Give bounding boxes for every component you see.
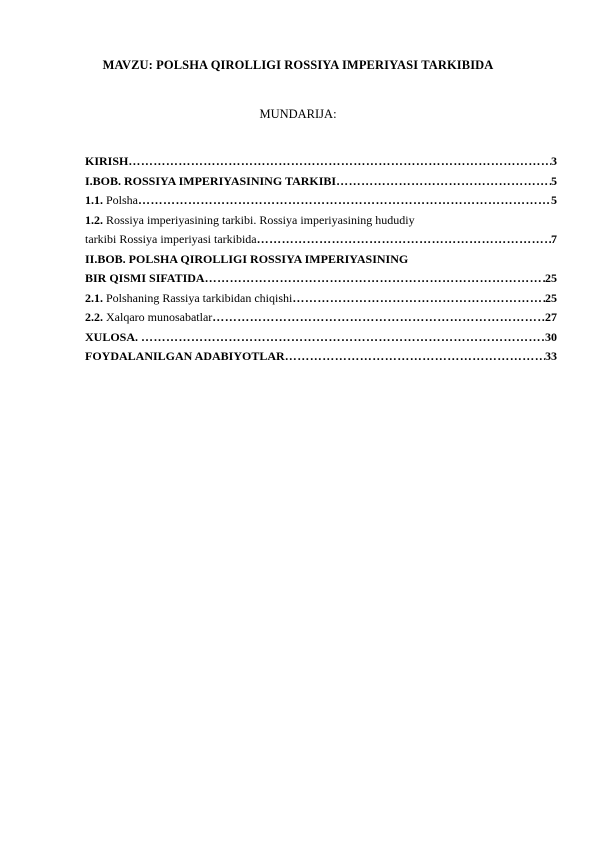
toc-section-number: 2.1. (85, 290, 103, 305)
toc-page-number: 27 (545, 310, 557, 324)
toc-dot-leader (285, 347, 545, 367)
toc-entry-1-1 (85, 191, 557, 211)
toc-page-number: 33 (545, 349, 557, 363)
toc-entry-label: KIRISH (85, 154, 129, 168)
toc-page-number: 3 (551, 154, 557, 168)
toc-section-number: 1.2. (85, 212, 103, 227)
document-title: MAVZU: POLSHA QIROLLIGI ROSSIYA IMPERIYASI TARKIBIDA (102, 58, 494, 72)
toc-dot-leader (292, 289, 545, 309)
toc-page-number: 30 (545, 329, 557, 344)
toc-entry-label: II.BOB. POLSHA QIROLLIGI ROSSIYA IMPERIYASINING (85, 251, 409, 266)
table-of-contents (85, 152, 557, 367)
toc-entry-1-2-line2 (85, 230, 557, 250)
toc-section-number: 2.2. (85, 310, 103, 324)
toc-entry-label: Polshaning Rassiya tarkibidan chiqishi (103, 290, 293, 305)
toc-entry-label: I.BOB. ROSSIYA IMPERIYASINING TARKIBI (85, 173, 337, 188)
toc-entry-xulosa (85, 328, 557, 348)
toc-entry-label: Xalqaro munosabatlar (103, 310, 213, 324)
toc-entry-label: FOYDALANILGAN ADABIYOTLAR (85, 349, 285, 363)
toc-dot-leader (128, 152, 551, 172)
toc-entry-2-2 (85, 308, 557, 328)
toc-entry-label: Rossiya imperiyasining tarkibi. Rossiya imperiyasining hududiy (103, 212, 415, 227)
toc-entry-kirish (85, 152, 557, 172)
toc-entry-bob2-line2 (85, 269, 557, 289)
toc-entry-bob2-line1 (85, 250, 557, 270)
toc-page-number: 5 (551, 173, 557, 188)
toc-dot-leader (212, 308, 545, 328)
contents-heading: MUNDARIJA: (259, 107, 337, 121)
toc-entry-label: Polsha (103, 193, 139, 207)
toc-entry-adabiyotlar (85, 347, 557, 367)
toc-page-number: 25 (545, 290, 557, 305)
toc-dot-leader (138, 191, 551, 211)
toc-page-number: 5 (551, 193, 557, 207)
toc-page-number: 25 (545, 271, 557, 285)
toc-entry-1-2-line1 (85, 211, 557, 231)
toc-section-number: 1.1. (85, 193, 103, 207)
toc-page-number: 7 (551, 232, 557, 246)
toc-entry-label: XULOSA. (85, 329, 142, 344)
toc-entry-2-1 (85, 289, 557, 309)
toc-dot-leader (205, 269, 545, 289)
toc-dot-leader (141, 328, 545, 348)
toc-entry-label-continued: BIR QISMI SIFATIDA (85, 271, 205, 285)
toc-dot-leader (336, 172, 551, 192)
toc-dot-leader (257, 230, 551, 250)
toc-entry-label-continued: tarkibi Rossiya imperiyasi tarkibida (85, 232, 257, 246)
toc-entry-bob1 (85, 172, 557, 192)
